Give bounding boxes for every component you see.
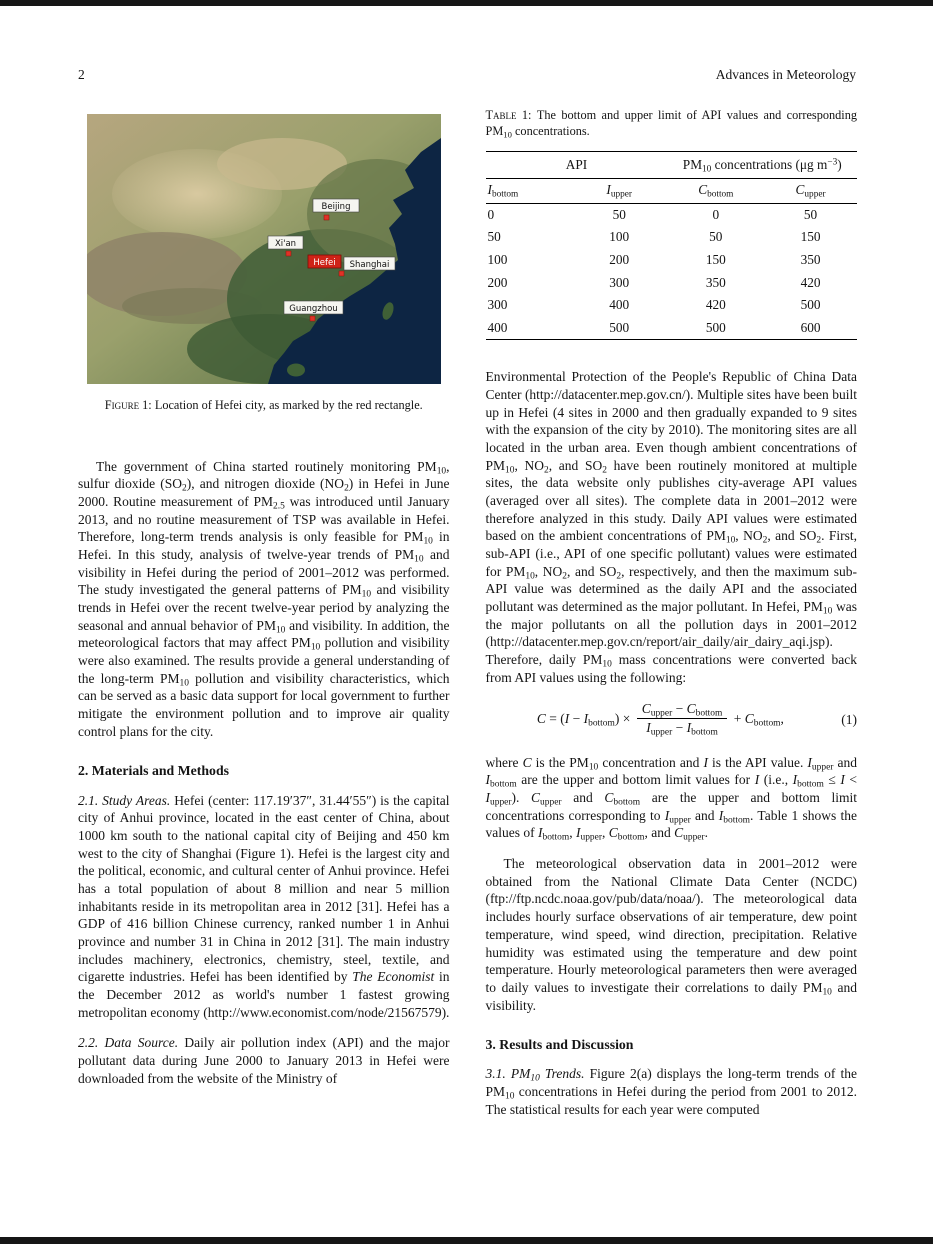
table-cell: 300 — [609, 274, 630, 290]
right-column — [486, 108, 858, 1118]
table-row — [486, 226, 858, 249]
table-cell: 50 — [709, 229, 723, 245]
bottom-edge-bar — [0, 1237, 933, 1244]
equation-lhs: $C = (I - I_{bottom})$ × — [536, 710, 634, 729]
table-cell: 300 — [487, 297, 508, 313]
table-cell: 500 — [800, 297, 821, 313]
table-cell: 420 — [800, 274, 821, 290]
table-cell: 350 — [705, 274, 726, 290]
paragraph-meteorological-data: The meteorological observation data in 2001–2012 were obtained from the National Climate Data Center (NCDC) (ftp://ftp.ncdc.noaa.gov/pub/data/noaa/). The meteorological data includes hourly surface observations of air temperature, dew point temperature, wind speed, wind direction, precipitation. Relative humidity was estimated using the temperature and dew point temperature. Hourly meteorological parameters then were averaged to daily values to investigate their correlations to daily $PM_{10}$ and visibility. — [485, 856, 857, 1013]
table-cell: 50 — [487, 229, 501, 245]
table-row — [486, 249, 858, 272]
paragraph-data-source: 2.2. Data Source. Daily air pollution index (API) and the major pollutant data during June 2000 to January 2013 in Hefei were downloaded from the website of the Ministry of — [78, 1035, 450, 1086]
table-row — [486, 203, 858, 226]
table-group-api: API — [486, 152, 668, 179]
guangzhou-marker-icon — [310, 316, 315, 321]
column-header-iupper: $I_{upper}$ — [571, 179, 668, 204]
column-header-cupper: $C_{upper}$ — [764, 179, 857, 204]
paragraph-pm10-trends: 3.1. $PM_{10}$ Trends. Figure 2(a) displays the long-term trends of the $PM_{10}$ concentrations in Hefei during the period from 2001 to 2012. The statistical results for each year were computed — [485, 1066, 857, 1117]
table-cell: 100 — [487, 251, 508, 267]
table-cell: 600 — [800, 319, 821, 335]
figure-1-caption: Figure 1: Location of Hefei city, as marked by the red rectangle. — [104, 398, 423, 412]
table-cell: 150 — [705, 251, 726, 267]
equation-body — [486, 701, 836, 737]
table-cell: 200 — [609, 251, 630, 267]
table-cell: 400 — [487, 319, 508, 335]
table-column-header-row — [486, 179, 858, 204]
table-1-caption: Table 1: The bottom and upper limit of API values and corresponding $PM_{10}$ concentrations. — [485, 108, 857, 140]
journal-name: Advances in Meteorology — [715, 67, 856, 82]
equation-denominator: $I_{upper} - I_{bottom}$ — [637, 718, 728, 737]
table-cell: 50 — [612, 206, 626, 222]
paragraph-study-areas: 2.1. Study Areas. Hefei (center: 117.19′37″, 31.44′55″) is the capital city of Anhui province, located in the east center of China, about 1000 km south to the national capital city of Beijing and 450 km west to the city of Shanghai (Figure 1). Hefei is the largest city and the political, economic, and cultural center of Anhui province. Hefei has a total population of about 8 million and near 5 million inhabitants reside in its metropolitan area in 2012 [31]. Hefei has a GDP of 416 billion Chinese currency, ranked number 1 in Anhui province and number 31 in China in 2012 [31]. The main industry includes machinery, electronics, chemistry, steel, textile, and cigarette industries. Hefei has been identified by The Economist in the December 2012 as world's number 1 fastest growing metropolitan economy (http://www.economist.com/node/21567579). — [78, 792, 450, 1020]
shanghai-label: Shanghai — [349, 260, 390, 270]
beijing-label: Beijing — [321, 202, 351, 212]
shanghai-marker-icon — [339, 271, 344, 276]
page-header — [78, 66, 856, 84]
two-column-body — [78, 108, 857, 1118]
table-cell: 150 — [800, 229, 821, 245]
table-cell: 420 — [705, 297, 726, 313]
table-cell: 350 — [800, 251, 821, 267]
table-cell: 50 — [803, 206, 818, 222]
table-group-header-row — [486, 152, 858, 179]
table-cell: 500 — [705, 319, 726, 335]
paragraph-data-source-continued: Environmental Protection of the People's Republic of China Data Center (http://datacenter.mep.gov.cn/). Multiple sites have been built up in Hefei (4 sites in 2000 and then gradually expanded to 9 sites with the expansion of the city by 2010). The monitoring sites are all located in the urban area. Even though ambient concentrations of $PM_{10}$, $NO_2$, and $SO_2$ have been routinely monitored at multiple sites, the data website only publishes city-average API values (averaged over all sites). The complete data in 2001–2012 were therefore analyzed in this study. Daily API values were estimated based on the ambient concentrations of $PM_{10}$, $NO_2$, and $SO_2$. First, sub-API (i.e., API of one specific pollutant) values were estimated for $PM_{10}$, $NO_2$, and $SO_2$, respectively, and then the maximum sub-API value was determined as the daily API and the associated pollutant was determined as the major pollutant. In Hefei, $PM_{10}$ was the major pollutants on all the pollution days in 2001–2012 (http://datacenter.mep.gov.cn/report/air_daily/air_dairy_aqi.jsp). Therefore, daily $PM_{10}$ mass concentrations were converted back from API values using the following: — [485, 369, 858, 685]
left-column — [78, 108, 450, 1118]
table-1-header — [486, 152, 858, 203]
equation-1 — [486, 701, 858, 737]
section-heading-materials-and-methods: 2. Materials and Methods — [78, 763, 229, 779]
map-hainan-island — [287, 364, 305, 377]
page-number: 2 — [78, 67, 85, 82]
column-header-ibottom: $I_{bottom}$ — [486, 179, 571, 204]
table-row — [486, 294, 858, 317]
xian-marker-icon — [286, 251, 291, 256]
paragraph-equation-explanation: where C is the $PM_{10}$ concentration and I is the API value. $I_{upper}$ and $I_{bottom}$ are the upper and bottom limit values for I (i.e., $I_{bottom} \le I < I_{upper}$). $C_{upper}$ and $C_{bottom}$ are the upper and bottom limit concentrations corresponding to $I_{upper}$ and $I_{bottom}$. Table 1 shows the values of $I_{bottom}$, $I_{upper}$, $C_{bottom}$, and $C_{upper}$. — [485, 754, 858, 844]
column-header-cbottom: $C_{bottom}$ — [668, 179, 765, 204]
top-edge-bar — [0, 0, 933, 6]
table-cell: 0 — [712, 206, 720, 222]
guangzhou-label: Guangzhou — [289, 304, 338, 314]
table-cell: 400 — [609, 297, 630, 313]
paragraph-introduction: The government of China started routinely monitoring $PM_{10}$, sulfur dioxide $(SO_2)$, and nitrogen dioxide $(NO_2)$ in Hefei in June 2000. Routine measurement of $PM_{2.5}$ was introduced until January 2013, and no routine measurement of TSP was available in Hefei. Therefore, long-term trends analysis is only feasible for $PM_{10}$ in Hefei. In this study, analysis of twelve-year trends of $PM_{10}$ and visibility in Hefei during the period of 2001–2012 was performed. The study investigated the general patterns of $PM_{10}$ and visibility trends in Hefei over the recent twelve-year period by analyzing the seasonal and annual behavior of $PM_{10}$ and visibility. In addition, the meteorological factors that may affect $PM_{10}$ pollution and visibility were also examined. The results provide a general understanding of the long-term $PM_{10}$ pollution and visibility characteristics, which can be served as a basic data support for local government to further mitigate the environment pollution and to improve air quality control plans for the city. — [78, 458, 450, 739]
section-heading-results-and-discussion: 3. Results and Discussion — [485, 1037, 634, 1053]
table-1 — [486, 151, 858, 340]
table-row — [486, 317, 858, 340]
hefei-label: Hefei — [313, 258, 336, 268]
table-cell: 500 — [609, 319, 630, 335]
table-cell: 200 — [487, 274, 508, 290]
equation-fraction — [637, 700, 728, 736]
table-group-pm10: $PM_{10}$ concentrations (μg $m^{-3}$) — [668, 152, 857, 179]
equation-rhs: + $C_{bottom}$, — [730, 710, 784, 729]
china-satellite-map — [87, 114, 441, 384]
equation-numerator: $C_{upper} - C_{bottom}$ — [641, 701, 723, 720]
table-cell: 100 — [609, 229, 630, 245]
table-1-body — [486, 203, 858, 340]
xian-label: Xi'an — [274, 239, 296, 249]
equation-number: (1) — [841, 711, 857, 727]
table-row — [486, 272, 858, 295]
figure-1 — [78, 114, 450, 414]
table-cell: 0 — [487, 206, 495, 222]
beijing-marker-icon — [324, 215, 329, 220]
